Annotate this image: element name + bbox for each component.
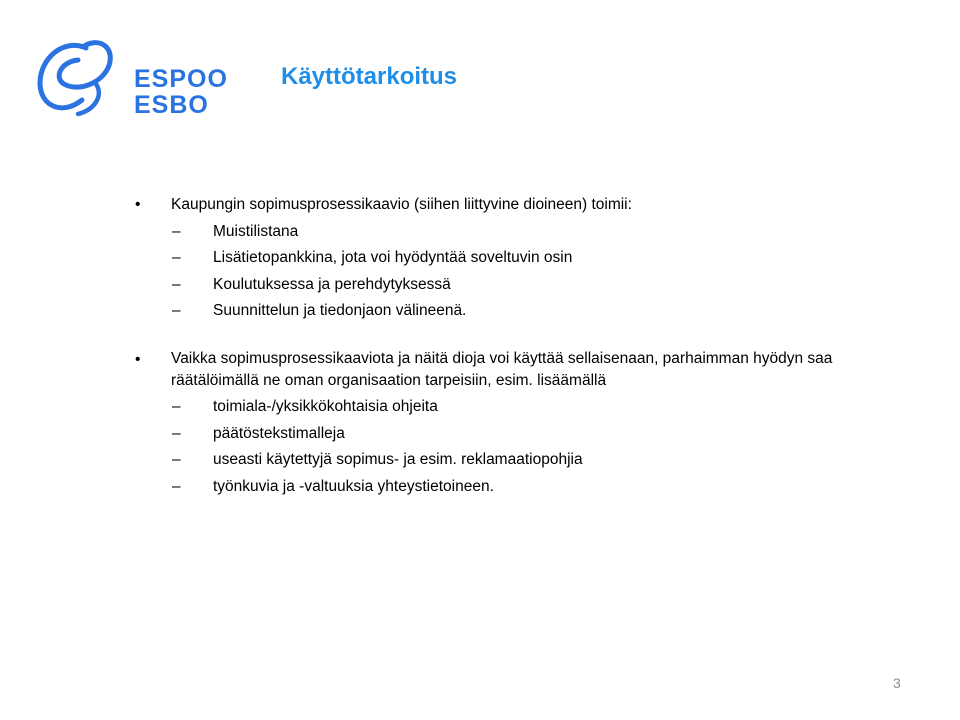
bullet-text: Kaupungin sopimusprosessikaavio (siihen liittyvine dioineen) toimii:: [171, 196, 632, 213]
bullet-mark: •: [135, 350, 141, 368]
sub-item-text: päätöstekstimalleja: [213, 424, 345, 442]
dash-mark: –: [172, 397, 181, 415]
espoo-logo: [34, 38, 234, 118]
sub-item: [135, 421, 895, 448]
sub-item: [135, 272, 895, 299]
dash-mark: –: [172, 275, 181, 293]
sub-item-text: Koulutuksessa ja perehdytyksessä: [213, 275, 451, 293]
sub-item-text: Suunnittelun ja tiedonjaon välineenä.: [213, 302, 467, 320]
bullet-item: [135, 192, 895, 219]
sub-item: [135, 245, 895, 272]
espoo-swirl-icon: [34, 38, 134, 118]
dash-mark: –: [172, 222, 181, 240]
bullet-item: [135, 347, 895, 394]
sub-item: [135, 298, 895, 325]
bullet-mark: •: [135, 196, 141, 213]
dash-mark: –: [172, 249, 181, 267]
dash-mark: –: [172, 451, 181, 469]
dash-mark: –: [172, 302, 181, 320]
sub-item-text: useasti käytettyjä sopimus- ja esim. reklamaatiopohjia: [213, 451, 583, 469]
sub-item: [135, 394, 895, 421]
sub-item-text: toimiala-/yksikkökohtaisia ohjeita: [213, 397, 438, 415]
bullet-text: Vaikka sopimusprosessikaaviota ja näitä dioja voi käyttää sellaisenaan, parhaimman hyödyn saa räätälöimällä ne oman organisaation tarpeisiin, esim. lisäämällä: [171, 349, 833, 389]
logo-text-esbo: ESBO: [134, 91, 209, 119]
page-title: Käyttötarkoitus: [281, 63, 458, 90]
sub-item-text: Muistilistana: [213, 222, 299, 240]
dash-mark: –: [172, 477, 181, 495]
logo-text-espoo: ESPOO: [134, 65, 228, 93]
sub-item-text: työnkuvia ja -valtuuksia yhteystietoineen.: [213, 477, 494, 495]
sub-item: [135, 447, 895, 474]
slide-content: [135, 192, 895, 500]
page-number: 3: [893, 675, 901, 691]
sub-item: [135, 474, 895, 501]
dash-mark: –: [172, 424, 181, 442]
section-gap: [135, 325, 895, 347]
sub-item-text: Lisätietopankkina, jota voi hyödyntää soveltuvin osin: [213, 249, 573, 267]
sub-item: [135, 219, 895, 246]
